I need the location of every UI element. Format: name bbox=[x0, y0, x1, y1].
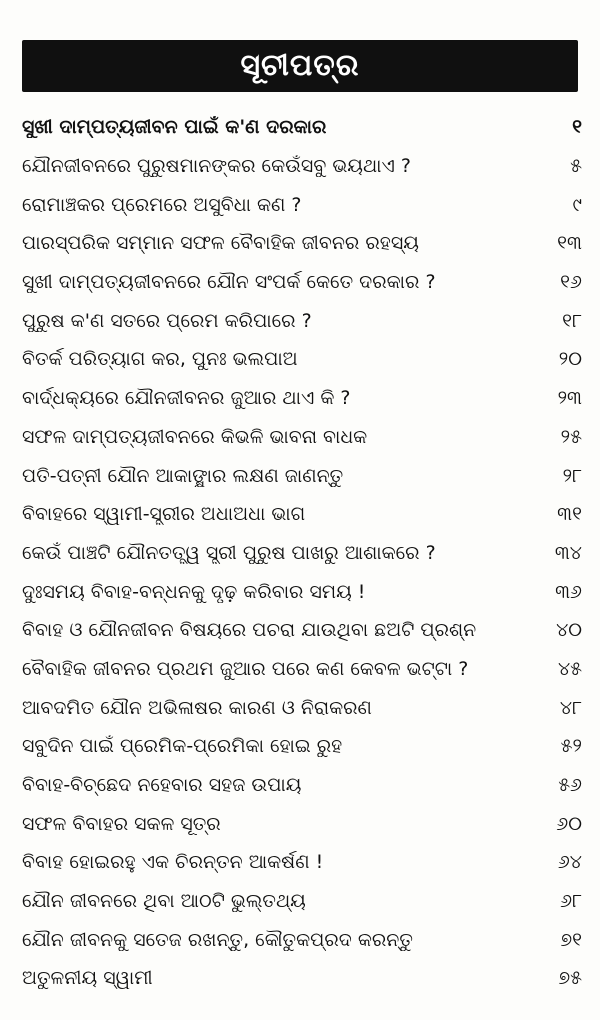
toc-entry-page-number: ୪୫ bbox=[557, 657, 582, 680]
toc-entry bbox=[22, 650, 582, 689]
toc-entry-title: ପତି-ପତ୍ନୀ ଯୌନ ଆକାଙ୍କ୍ଷାର ଲକ୍ଷଣ ଜାଣନ୍ତୁ bbox=[22, 464, 344, 487]
toc-entry bbox=[22, 495, 582, 534]
toc-entry-page-number: ୨୩ bbox=[557, 387, 582, 410]
toc-entry-title: ଅତୁଳନୀୟ ସ୍ୱାମୀ bbox=[22, 967, 153, 990]
toc-entry bbox=[22, 534, 582, 573]
toc-entry bbox=[22, 301, 582, 340]
toc-entry bbox=[22, 843, 582, 882]
toc-entry-page-number: ୨୫ bbox=[560, 425, 582, 448]
toc-entry-page-number: ୯ bbox=[572, 193, 582, 216]
toc-entry-page-number: ୩୬ bbox=[555, 580, 582, 603]
toc-entry bbox=[22, 727, 582, 766]
toc-entry-page-number: ୨୦ bbox=[558, 348, 582, 371]
toc-entry bbox=[22, 379, 582, 418]
toc-entry-title: ସୁଖୀ ଦାମ୍ପତ୍ୟଜୀବନରେ ଯୌନ ସଂପର୍କ କେତେ ଦରକାର ? bbox=[22, 271, 436, 294]
header-banner bbox=[22, 40, 578, 92]
toc-entry bbox=[22, 882, 582, 921]
toc-entry-page-number: ୩୪ bbox=[554, 541, 582, 564]
toc-entry-title: ଯୌନ ଜୀବନରେ ଥିବା ଆଠଟି ଭୁଲ୍‌ତଥ୍ୟ bbox=[22, 890, 306, 913]
page-title: ସୂଚୀପତ୍ର bbox=[240, 48, 360, 83]
toc-entry bbox=[22, 185, 582, 224]
toc-entry-page-number: ୬୪ bbox=[557, 851, 582, 874]
toc-entry bbox=[22, 804, 582, 843]
toc-entry-page-number: ୧୬ bbox=[560, 271, 582, 294]
toc-entry-title: ସଫଳ ଦାମ୍ପତ୍ୟଜୀବନରେ କିଭଳି ଭାବନା ବାଧକ bbox=[22, 425, 368, 448]
toc-entry-page-number: ୫୬ bbox=[558, 774, 582, 797]
toc-entry bbox=[22, 456, 582, 495]
toc-entry-title: ବିବାହ-ବିଚ୍ଛେଦ ନହେବାର ସହଜ ଉପାୟ bbox=[22, 774, 302, 797]
toc-entry bbox=[22, 572, 582, 611]
toc-entry-title: ସବୁଦିନ ପାଇଁ ପ୍ରେମିକ-ପ୍ରେମିକା ହୋଇ ରୁହ bbox=[22, 735, 343, 758]
toc-entry-page-number: ୨୮ bbox=[562, 464, 582, 487]
toc-entry-title: ବିବାହ ହୋଇରହୁ ଏକ ଚିରନ୍ତନ ଆକର୍ଷଣ ! bbox=[22, 851, 324, 874]
toc-entry-page-number: ୫ bbox=[570, 155, 582, 178]
toc-entry bbox=[22, 263, 582, 302]
toc-entry bbox=[22, 224, 582, 263]
toc-entry-page-number: ୬୮ bbox=[560, 890, 582, 913]
toc-entry-page-number: ୩୧ bbox=[557, 503, 582, 526]
toc-entry-page-number: ୧୮ bbox=[562, 309, 582, 332]
toc-entry bbox=[22, 959, 582, 998]
toc-entry bbox=[22, 688, 582, 727]
toc-entry-title: ପାରସ୍ପରିକ ସମ୍ମାନ ସଫଳ ବୈବାହିକ ଜୀବନର ରହସ୍ୟ bbox=[22, 232, 419, 255]
toc-entry-page-number: ୭୧ bbox=[560, 928, 582, 951]
toc-entry-title: ରୋମାଞ୍ଚକର ପ୍ରେମରେ ଅସୁବିଧା କଣ ? bbox=[22, 193, 302, 216]
toc-entry-title: ଯୌନଜୀବନରେ ପୁରୁଷମାନଙ୍କର କେଉଁସବୁ ଭୟଥାଏ ? bbox=[22, 155, 411, 178]
toc-entry-title: ବିବାହରେ ସ୍ୱାମୀ-ସ୍ତ୍ରୀର ଅଧାଅଧା ଭାଗ bbox=[22, 503, 306, 526]
toc-entry-title: କେଉଁ ପାଞ୍ଚଟି ଯୌନତତ୍ତ୍ୱ ସ୍ତ୍ରୀ ପୁରୁଷ ପାଖରୁ ଆଶାକରେ ? bbox=[22, 541, 436, 564]
toc-entry-title: ଆବଦମିତ ଯୌନ ଅଭିଳାଷର କାରଣ ଓ ନିରାକରଣ bbox=[22, 696, 372, 719]
toc-entry-title: ବାର୍ଦ୍ଧକ୍ୟରେ ଯୌନଜୀବନର ଜୁଆର ଥାଏ କି ? bbox=[22, 387, 351, 410]
toc-entry-title: ବିବାହ ଓ ଯୌନଜୀବନ ବିଷୟରେ ପଚରା ଯାଉଥିବା ଛଅଟି ପ୍ରଶ୍ନ bbox=[22, 619, 477, 642]
toc-entry bbox=[22, 418, 582, 457]
toc-entry bbox=[22, 766, 582, 805]
toc-entry bbox=[22, 340, 582, 379]
toc-entry bbox=[22, 108, 582, 147]
toc-entry-title: ସଫଳ ବିବାହର ସକଳ ସୂତ୍ର bbox=[22, 812, 221, 835]
toc-entry-title: ବୈବାହିକ ଜୀବନର ପ୍ରଥମ ଜୁଆର ପରେ କଣ କେବଳ ଭଟ୍ଟା ? bbox=[22, 657, 469, 680]
toc-entry-page-number: ୪୮ bbox=[559, 696, 582, 719]
toc-entry-page-number: ୪୦ bbox=[556, 619, 582, 642]
table-of-contents bbox=[22, 108, 582, 998]
toc-entry-title: ପୁରୁଷ କ'ଣ ସତରେ ପ୍ରେମ କରିପାରେ ? bbox=[22, 309, 312, 332]
toc-entry-page-number: ୬୦ bbox=[556, 812, 582, 835]
toc-entry bbox=[22, 147, 582, 186]
toc-entry-page-number: ୧୩ bbox=[557, 232, 582, 255]
toc-entry-page-number: ୭୫ bbox=[558, 967, 582, 990]
toc-entry-title: ସୁଖୀ ଦାମ୍ପତ୍ୟଜୀବନ ପାଇଁ କ'ଣ ଦରକାର bbox=[22, 116, 327, 139]
toc-entry-title: ଦୁଃସମୟ ବିବାହ-ବନ୍ଧନକୁ ଦୃଢ଼ କରିବାର ସମୟ ! bbox=[22, 580, 366, 603]
toc-entry bbox=[22, 920, 582, 959]
toc-entry bbox=[22, 611, 582, 650]
toc-entry-page-number: ୫୨ bbox=[560, 735, 582, 758]
toc-entry-title: ଯୌନ ଜୀବନକୁ ସତେଜ ରଖନ୍ତୁ, କୌତୁକପ୍ରଦ କରନ୍ତୁ bbox=[22, 928, 413, 951]
toc-entry-page-number: ୧ bbox=[572, 116, 582, 139]
toc-entry-title: ବିତର୍କ ପରିତ୍ୟାଗ କର, ପୁନଃ ଭଲପାଅ bbox=[22, 348, 298, 371]
